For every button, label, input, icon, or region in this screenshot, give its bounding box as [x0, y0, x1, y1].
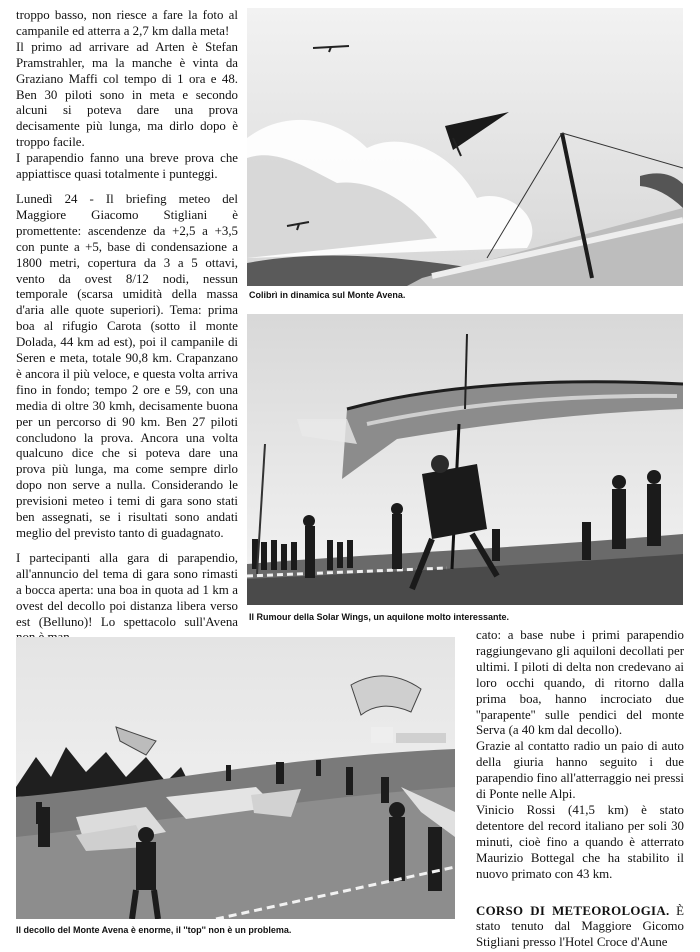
- photo-caption: Colibrì in dinamica sul Monte Avena.: [249, 290, 406, 300]
- photo-caption: Il decollo del Monte Avena è enorme, il ''top'' non è un problema.: [16, 925, 292, 935]
- paragraph: Lunedì 24 - Il briefing meteo del Maggiore Giacomo Stigliani è promettente: ascendenze da +2,5 a +3,5 con punte a +5, base di condensazione a 1800 metri, copertura da 3 a 5 ottavi, vento da ovest 8/12 nodi, nessun temporale (scarsa umidità della massa d'aria alle quote superiori). Tema: prima boa al rifugio Carota (sotto il monte Dolada, 44 km ad est), poi il campanile di Seren e meta, totale 90,8 km. Crapanzano è ancora il più veloce, e questa volta arriva fino in fondo; tempo 2 ore e 59, con una media di oltre 30 kmh, decisamente buona per un percorso di 90 km. Ben 27 piloti concludono la prova. Ancora una volta qualcuno dice che si poteva dare una prova più lunga, ma come sempre dirlo dopo non serve a nulla. Considerando le previsioni meteo i temi di gara sono stati ben assegnati, se i risultati sono andati meglio del previsto tanto di guadagnato.: [16, 191, 238, 540]
- paragraph: cato: a base nube i primi parapendio raggiungevano gli aquiloni decollati per ultimi. I piloti di delta non credevano ai loro occhi quando, di ritorno dalla prima boa, hanno incrociato due ''parapente'' sulle pendici del monte Serva (a 40 km dal decollo).: [476, 628, 684, 738]
- paragraph: I parapendio fanno una breve prova che appiattisce quasi totalmente i punteggi.: [16, 151, 238, 182]
- section-heading: CORSO DI METEOROLOGIA.: [476, 903, 670, 918]
- paragraph: I partecipanti alla gara di parapendio, all'annuncio del tema di gara sono rimasti a bocca aperta: una boa in quota ad 1 km a ovest del decollo poi distanza libera verso est (Belluno)! Lo spettacolo sull'Avena: [16, 550, 238, 629]
- right-column-text: [476, 628, 684, 951]
- paragraph: troppo basso, non riesce a fare la foto al campanile ed atterra a 2,7 km dalla meta!: [16, 8, 238, 38]
- photo-solar-wings-glider: [247, 314, 683, 605]
- photo-launch-area: [16, 637, 455, 919]
- section-paragraph: [476, 904, 684, 952]
- paragraph: Vinicio Rossi (41,5 km) è stato detentore del record italiano per soli 30 minuti, cioè fino a quando è atterrato Maurizio Bottegal che ha stabilito il nuovo primato con 43 km.: [476, 802, 684, 881]
- photo-caption: Il Rumour della Solar Wings, un aquilone molto interessante.: [249, 612, 509, 622]
- paragraph: Grazie al contatto radio un paio di auto della giuria hanno seguito i due parapendio fino all'atterraggio nei pressi di Ponte nelle Alpi.: [476, 739, 684, 802]
- paragraph-text: È stato tenuto dal Maggiore Gicomo Stigliani presso l'Hotel Croce d'Aune: [476, 903, 684, 950]
- paragraph: Il primo ad arrivare ad Arten è Stefan Pramstrahler, ma la manche è vinta da Graziano Maffi col tempo di 1 ora e 48. Ben 30 piloti sono in meta e secondo alcuni si poteva dare una prova decisamente più lunga, ma dirlo dopo è troppo facile.: [16, 39, 238, 150]
- left-column-text: [16, 8, 238, 646]
- photo-gliders-in-sky: [247, 8, 683, 286]
